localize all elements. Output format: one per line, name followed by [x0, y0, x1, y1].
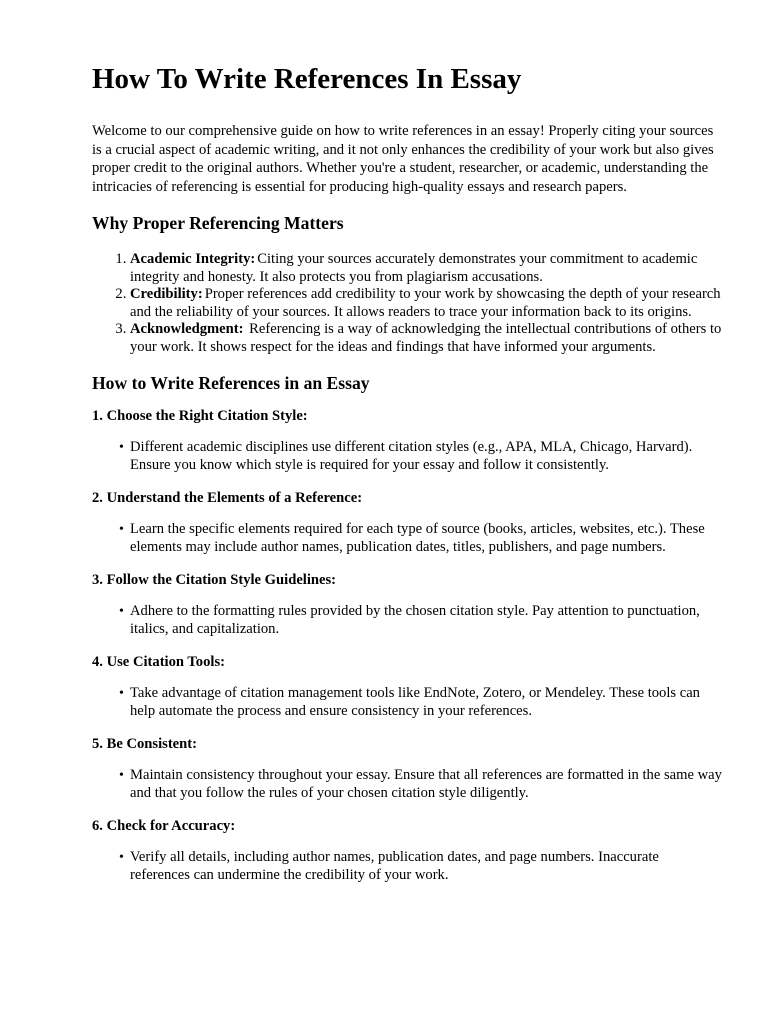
step-heading: 1. Choose the Right Citation Style:	[92, 408, 308, 424]
reason-item-acknowledgment	[130, 321, 722, 356]
step-heading: 2. Understand the Elements of a Reference:	[92, 490, 363, 506]
step-text: Different academic disciplines use different citation styles (e.g., APA, MLA, Chicago, Harvard). Ensure you know which style is required for your essay and follow it consistently.	[130, 439, 693, 473]
bullet-icon: •	[119, 522, 124, 537]
step-text: Take advantage of citation management tools like EndNote, Zotero, or Mendeley. These tools can help automate the process and ensure consistency in your references.	[130, 685, 700, 719]
section-heading-how: How to Write References in an Essay	[92, 373, 370, 393]
step-list	[92, 685, 722, 720]
section-heading-why: Why Proper Referencing Matters	[92, 213, 344, 233]
list-item	[119, 603, 722, 638]
step-heading: 5. Be Consistent:	[92, 736, 197, 752]
reason-text: Proper references add credibility to your work by showcasing the depth of your research and the reliability of your sources. It allows readers to trace your information back to its origins.	[130, 286, 721, 320]
step-list	[92, 603, 722, 638]
reason-term: Credibility:	[130, 286, 203, 302]
list-item	[119, 439, 722, 474]
reason-text: Citing your sources accurately demonstrates your commitment to academic integrity and honesty. It also protects you from plagiarism accusations.	[130, 251, 698, 285]
step-heading: 4. Use Citation Tools:	[92, 654, 225, 670]
step-text: Learn the specific elements required for each type of source (books, articles, websites, etc.). These elements may include author names, publication dates, titles, publishers, and page numbers.	[130, 521, 705, 555]
bullet-icon: •	[119, 686, 124, 701]
reasons-list	[92, 251, 722, 356]
reason-item-credibility	[130, 286, 722, 321]
intro-paragraph: Welcome to our comprehensive guide on how to write references in an essay! Properly citing your sources is a crucial aspect of academic writing, and it not only enhances the credibility of your work but also gives proper credit to the original authors. Whether you're a student, researcher, or academic, understanding the intricacies of referencing is essential for producing high-quality essays and research papers.	[92, 123, 714, 195]
step-heading: 6. Check for Accuracy:	[92, 818, 236, 834]
page-title: How To Write References In Essay	[92, 63, 522, 95]
step-heading: 3. Follow the Citation Style Guidelines:	[92, 572, 337, 588]
reason-text: Referencing is a way of acknowledging the intellectual contributions of others to your work. It shows respect for the ideas and findings that have informed your arguments.	[130, 321, 722, 355]
step-text: Verify all details, including author names, publication dates, and page numbers. Inaccurate references can undermine the credibility of your work.	[130, 849, 659, 883]
bullet-icon: •	[119, 768, 124, 783]
bullet-icon: •	[119, 850, 124, 865]
list-item	[119, 767, 722, 802]
step-text: Maintain consistency throughout your essay. Ensure that all references are formatted in the same way and that you follow the rules of your chosen citation style diligently.	[130, 767, 722, 801]
bullet-icon: •	[119, 604, 124, 619]
list-item	[119, 685, 722, 720]
list-item	[119, 521, 722, 556]
bullet-icon: •	[119, 440, 124, 455]
document-page	[92, 62, 722, 884]
list-item	[119, 849, 722, 884]
reason-term: Academic Integrity:	[130, 251, 256, 267]
reason-term: Acknowledgment:	[130, 321, 244, 337]
step-list	[92, 439, 722, 474]
step-list	[92, 521, 722, 556]
step-list	[92, 849, 722, 884]
step-text: Adhere to the formatting rules provided by the chosen citation style. Pay attention to punctuation, italics, and capitalization.	[130, 603, 700, 637]
reason-item-academic-integrity	[130, 251, 722, 286]
step-list	[92, 767, 722, 802]
